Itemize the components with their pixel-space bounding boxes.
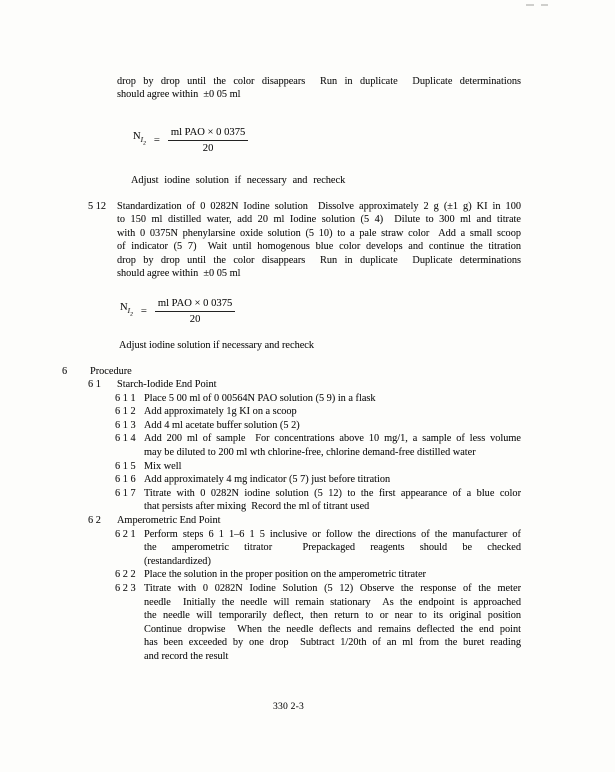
text-line: the needle will temporarily deflect, then return to or near to its original position (144, 610, 521, 622)
fraction-denominator: 20 (202, 143, 214, 154)
item-number: 6 1 3 (115, 419, 136, 431)
item-number: 6 2 1 (115, 528, 136, 540)
text-line: Add 4 ml acetate buffer solution (5 2) (144, 419, 300, 431)
item-number: 6 1 6 (115, 474, 136, 486)
item-number: 6 2 2 (115, 569, 136, 581)
procedure-item-6-1-2 (62, 405, 521, 419)
text-line: Place 5 00 ml of 0 00564N PAO solution (5 9) in a flask (144, 392, 376, 404)
text-line: the amperometric titrator Prepackaged reagents should be checked (144, 542, 521, 554)
scan-artifact-mark (541, 4, 548, 6)
normality-formula-2 (120, 297, 235, 326)
scan-artifact-mark (526, 4, 534, 6)
section-5-12-paragraph (117, 200, 521, 280)
procedure-item-6-2-1 (62, 528, 521, 569)
text-line: and record the result (144, 650, 229, 662)
subsection-number: 6 1 (88, 379, 101, 391)
text-line: Add approximately 4 mg indicator (5 7) just before titration (144, 474, 391, 486)
text-line: needle Initially the needle will remain stationary As the endpoint is approached (144, 596, 521, 608)
text-line: Place the solution in the proper position on the amperometric titrater (144, 569, 426, 581)
text-line: that persists after mixing Record the ml of titrant used (144, 501, 370, 513)
subsection-6-1-heading (62, 378, 521, 392)
section-number-5-12: 5 12 (88, 201, 107, 212)
procedure-item-6-1-4 (62, 432, 521, 459)
item-number: 6 1 4 (115, 433, 136, 445)
item-number: 6 1 5 (115, 460, 136, 472)
procedure-item-6-1-6 (62, 473, 521, 487)
equals-sign: = (153, 135, 160, 146)
fraction-denominator: 20 (189, 314, 201, 325)
section-title: Procedure (90, 365, 132, 377)
normality-formula-1 (133, 126, 248, 155)
text-line: Continue dropwise When the needle deflects and remains deflected the end point (144, 623, 521, 635)
subsection-title: Amperometric End Point (117, 515, 221, 527)
text-line: Add approximately 1g KI on a scoop (144, 406, 297, 418)
text-line: should agree within ±0 05 ml (117, 268, 241, 280)
fraction-numerator: ml PAO × 0 0375 (168, 126, 248, 141)
item-number: 6 1 7 (115, 487, 136, 499)
fraction (155, 297, 235, 326)
text-line: may be diluted to 200 ml wth chlorine-free, chlorine demand-free distilled water (144, 447, 476, 459)
formula-lhs: $N_{I_2}$ (120, 302, 133, 318)
text-line: Mix well (144, 460, 182, 472)
text-line: Add 200 ml of sample For concentrations above 10 mg/1, a sample of less volume (144, 433, 521, 445)
section-6-heading (62, 365, 521, 379)
text-line: Perform steps 6 1 1–6 1 5 inclusive or follow the directions of the manufacturer of (144, 528, 521, 540)
text-line: has been exceeded by one drop Subtract 1/20th of an ml from the buret reading (144, 637, 521, 649)
procedure-item-6-2-2 (62, 568, 521, 582)
procedure-item-6-1-3 (62, 419, 521, 433)
text-line: Standardization of 0 0282N Iodine solution Dissolve approximately 2 g (±1 g) KI in 100 (117, 201, 521, 212)
text-line: of indicator (5 7) Wait until homogenous blue color develops and continue the titration (117, 241, 521, 253)
procedure-item-6-1-7 (62, 487, 521, 514)
item-number: 6 1 1 (115, 392, 136, 404)
text-line: to 150 ml distilled water, add 20 ml Iodine solution (5 4) Dilute to 300 ml and titrate (117, 214, 521, 226)
text-line: Titrate with 0 0282N Iodine Solution (5 12) Observe the response of the meter (144, 583, 521, 594)
procedure-item-6-2-3 (62, 582, 521, 664)
subsection-title: Starch-Iodide End Point (117, 379, 217, 391)
intro-paragraph (117, 75, 521, 102)
procedure-item-6-1-1 (62, 392, 521, 406)
item-number: 6 2 3 (115, 583, 136, 594)
text-line: (restandardized) (144, 555, 211, 567)
text-line: should agree within ±0 05 ml (117, 89, 241, 101)
page-number: 330 2-3 (273, 701, 304, 712)
adjust-note: Adjust iodine solution if necessary and recheck (119, 340, 315, 351)
formula-lhs: $N_{I_2}$ (133, 131, 146, 147)
text-line: drop by drop until the color disappears Run in duplicate Duplicate determinations (117, 76, 521, 87)
equals-sign: = (140, 306, 147, 317)
item-number: 6 1 2 (115, 406, 136, 418)
subsection-number: 6 2 (88, 515, 101, 527)
subsection-6-2-heading (62, 514, 521, 528)
text-line: Titrate with 0 0282N iodine solution (5 12) to the first appearance of a blue color (144, 487, 521, 499)
adjust-note: Adjust iodine solution if necessary and recheck (131, 175, 346, 186)
fraction-numerator: ml PAO × 0 0375 (155, 297, 235, 312)
section-6-procedure (62, 365, 521, 664)
procedure-item-6-1-5 (62, 460, 521, 474)
section-number: 6 (62, 365, 68, 377)
text-line: drop by drop until the color disappears Run in duplicate Duplicate determinations (117, 254, 521, 266)
text-line: with 0 0375N phenylarsine oxide solution (5 10) to a pale straw color Add a small scoop (117, 227, 521, 239)
fraction (168, 126, 248, 155)
